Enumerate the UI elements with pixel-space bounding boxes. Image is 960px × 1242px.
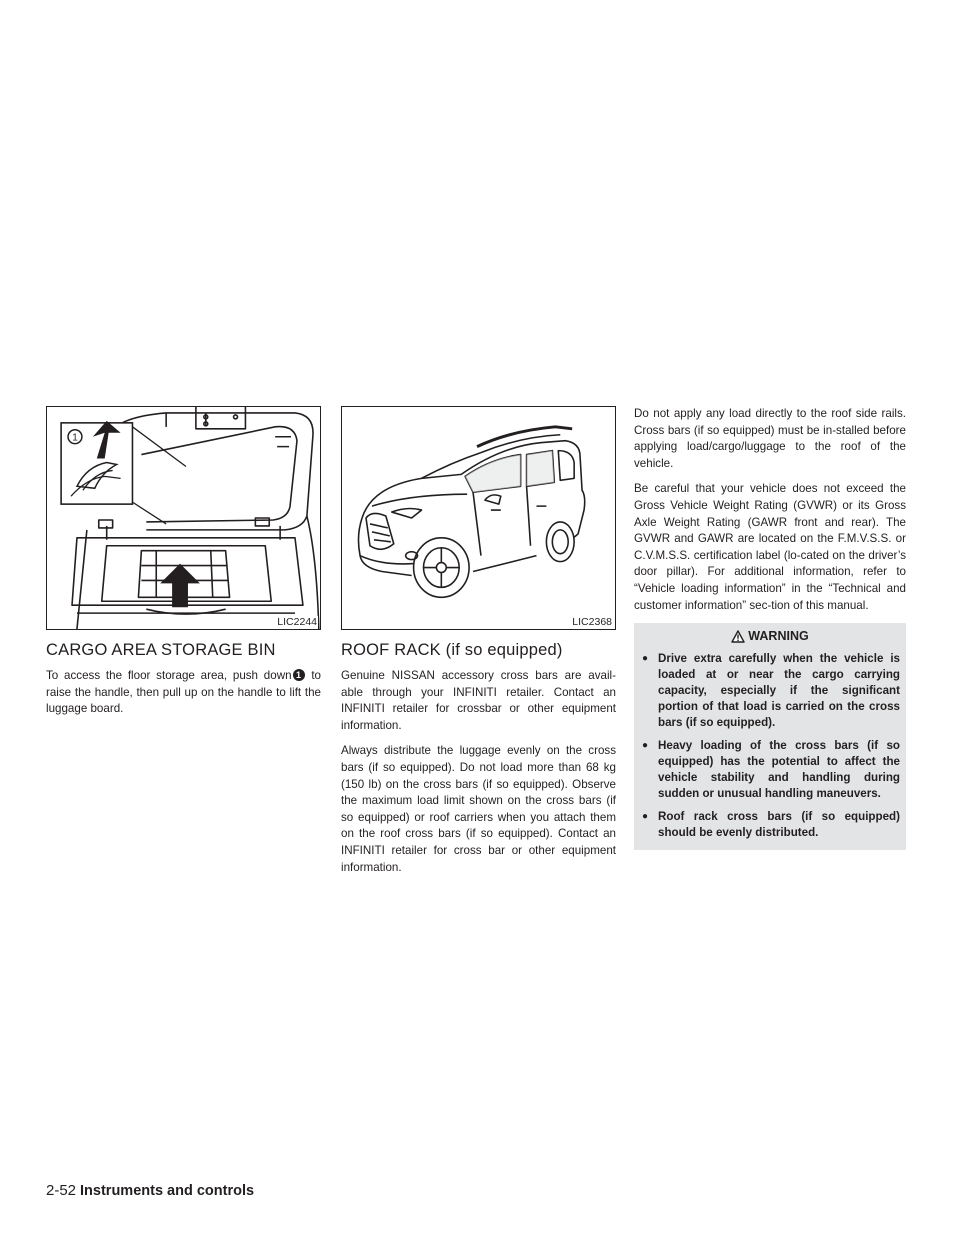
warning-item [640, 651, 900, 731]
warning-item [640, 738, 900, 802]
roof-paragraph-2: Always distribute the luggage evenly on the cross bars (if so equipped). Do not load more than 68 kg (150 lb) on the cross bars (if so equipped). Observe the maximum load limit shown on the cross bars (if so equipped) or roof carriers when you attach them on the roof cross bars (if so equipped). Contact an INFINITI retailer for cross bar or other equipment information. [341, 744, 616, 874]
warning-item [640, 809, 900, 841]
figure-label-roof: LIC2368 [572, 616, 612, 628]
cargo-text-after: to raise the handle, then pull up on the handle to lift the luggage board. [46, 669, 321, 716]
warning-header [640, 629, 900, 643]
roof-rack-heading: ROOF RACK (if so equipped) [341, 641, 563, 659]
warning-item-text: Heavy loading of the cross bars (if so equipped) has the potential to affect the vehicle stability and handling during sudden or unusual handling maneuvers. [658, 739, 900, 801]
section-title: Instruments and controls [80, 1183, 255, 1199]
cargo-area-illustration [47, 407, 320, 629]
warning-item-text: Drive extra carefully when the vehicle is loaded at or near the cargo carrying capacity, especially if the significant portion of that load is carried on the cross bars (if so equipped). [658, 652, 900, 730]
bullet-icon: ● [642, 811, 649, 823]
cargo-heading: CARGO AREA STORAGE BIN [46, 641, 276, 659]
column-middle [341, 406, 616, 885]
warning-item-text: Roof rack cross bars (if so equipped) should be evenly distributed. [658, 810, 900, 840]
vehicle-illustration [342, 407, 615, 629]
page-footer [46, 1182, 254, 1199]
bullet-icon: ● [642, 653, 649, 665]
roof-rack-figure [341, 406, 616, 630]
callout-1-icon: 1 [293, 669, 305, 681]
column-right [634, 406, 906, 850]
load-paragraph-1: Do not apply any load directly to the roof side rails. Cross bars (if so equipped) must be in-stalled before applying load/cargo/luggage to the roof of the vehicle. [634, 407, 906, 470]
load-paragraph-2: Be careful that your vehicle does not exceed the Gross Vehicle Weight Rating (GVWR) or its Gross Axle Weight Rating (GAWR front and rear). The GVWR and GAWR are located on the F.M.V.S.S. or C.V.M.S.S. certification label (lo-cated on the driver’s door pillar). For additional information, refer to “Vehicle loading information” in the “Technical and customer information” sec-tion of this manual. [634, 482, 906, 612]
cargo-area-figure [46, 406, 321, 630]
figure-label-cargo: LIC2244 [277, 616, 317, 628]
roof-paragraph-1: Genuine NISSAN accessory cross bars are avail-able through your INFINITI retailer. Contact an INFINITI retailer for crossbar or other equipment information. [341, 669, 616, 732]
callout-1-label: 1 [72, 432, 78, 444]
cargo-paragraph [46, 668, 321, 718]
column-left [46, 406, 321, 727]
warning-box [634, 623, 906, 850]
page-number: 2-52 [46, 1182, 77, 1199]
warning-triangle-icon [731, 630, 745, 643]
cargo-text-before: To access the floor storage area, push down [46, 669, 292, 682]
warning-title: WARNING [748, 629, 809, 644]
bullet-icon: ● [642, 740, 649, 752]
